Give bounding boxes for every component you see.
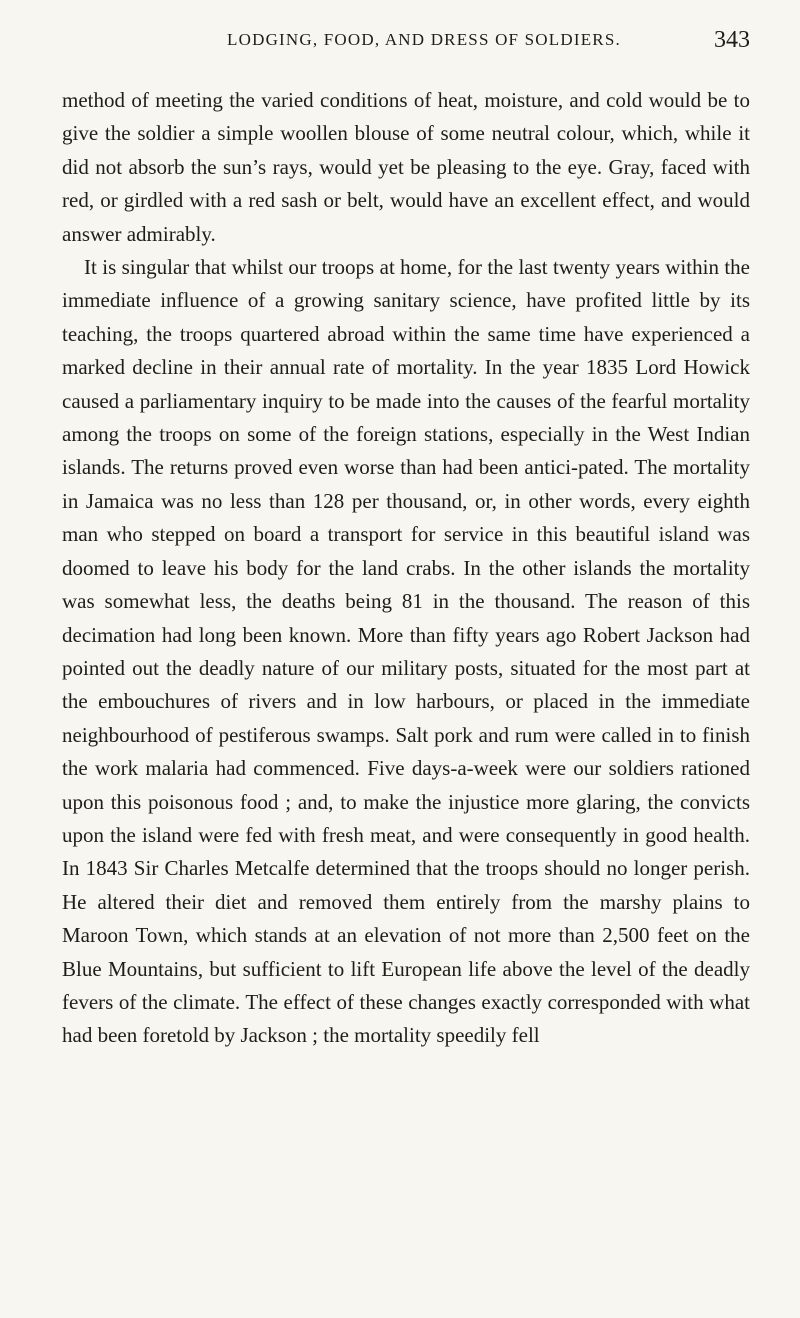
- page-number: 343: [714, 27, 750, 53]
- paragraph-continued: method of meeting the varied conditions of heat, moisture, and cold would be to give the soldier a simple woollen blouse of some neutral colour, which, while it did not absorb the sun’s rays, would yet be pleasing to the eye. Gray, faced with red, or girdled with a red sash or belt, would have an excellent effect, and would answer admirably.: [62, 88, 750, 246]
- paragraph: It is singular that whilst our troops at home, for the last twenty years within the immediate influence of a growing sanitary science, have profited little by its teaching, the troops quartered abroad within the same time have experienced a marked decline in their annual rate of mortality. In the year 1835 Lord Howick caused a parliamentary inquiry to be made into the causes of the fearful mortality among the troops on some of the foreign stations, especially in the West Indian islands. The returns proved even worse than had been antici-pated. The mortality in Jamaica was no less than 128 per thousand, or, in other words, every eighth man who stepped on board a transport for service in this beautiful island was doomed to leave his body for the land crabs. In the other islands the mortality was somewhat less, the deaths being 81 in the thousand. The reason of this decimation had long been known. More than fifty years ago Robert Jackson had pointed out the deadly nature of our military posts, situated for the most part at the embouchures of rivers and in low harbours, or placed in the immediate neighbourhood of pestiferous swamps. Salt pork and rum were called in to finish the work malaria had commenced. Five days-a-week were our soldiers rationed upon this poisonous food ; and, to make the injustice more glaring, the convicts upon the island were fed with fresh meat, and were consequently in good health. In 1843 Sir Charles Metcalfe determined that the troops should no longer perish. He altered their diet and removed them entirely from the marshy plains to Maroon Town, which stands at an elevation of not more than 2,500 feet on the Blue Mountains, but sufficient to lift European life above the level of the deadly fevers of the climate. The effect of these changes exactly corresponded with what had been foretold by Jackson ; the mortality speedily fell: [62, 255, 750, 1048]
- running-head-title: LODGING, FOOD, AND DRESS OF SOLDIERS.: [227, 30, 621, 49]
- running-head: [62, 20, 750, 60]
- book-page: [62, 20, 750, 1310]
- body-text: [62, 84, 750, 1053]
